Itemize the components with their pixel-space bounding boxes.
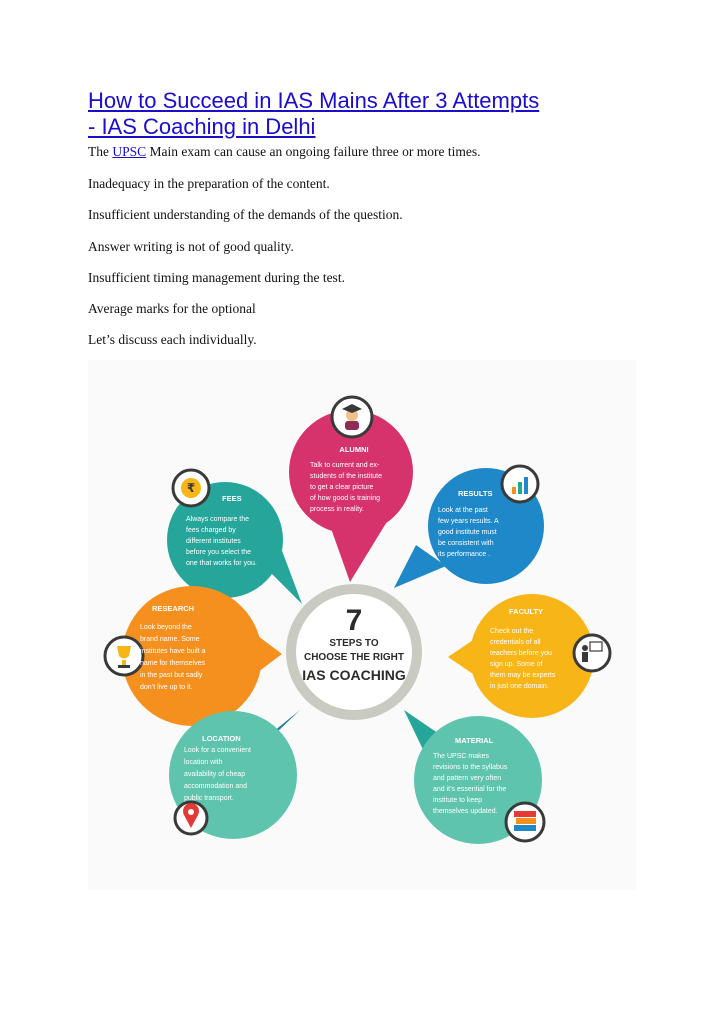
results-line: Look at the past <box>438 507 488 514</box>
location-line: location with <box>184 759 223 766</box>
research-title: RESEARCH <box>152 604 195 613</box>
material-line: and pattern very often <box>433 775 502 782</box>
alumni-title: ALUMNI <box>339 445 369 454</box>
intro-prefix: The <box>88 144 113 159</box>
research-line: in the past but sadly <box>140 672 203 679</box>
fees-title: FEES <box>222 494 242 503</box>
alumni-line: of how good is training <box>310 495 381 502</box>
location-line: accommodation and <box>184 783 248 790</box>
location-bubble <box>169 710 300 839</box>
material-line: revisions to the syllabus <box>433 764 508 771</box>
faculty-line: them may be experts <box>490 672 556 679</box>
books-icon <box>514 811 536 831</box>
material-line: and it’s essential for the <box>433 786 507 793</box>
faculty-line: Check out the <box>490 628 534 635</box>
material-line: The UPSC makes <box>433 753 490 760</box>
faculty-line: sign up. Some of <box>490 661 543 668</box>
coaching-infographic <box>88 360 636 890</box>
material-bubble <box>404 710 544 844</box>
results-line: be consistent with <box>438 540 494 547</box>
faculty-line: credentials of all <box>490 639 541 646</box>
material-line: themselves updated. <box>433 808 498 815</box>
research-bubble <box>105 586 282 726</box>
rupee-icon <box>181 478 201 498</box>
point-paragraph: Average marks for the optional <box>88 301 256 316</box>
results-line: few years results. A <box>438 518 499 525</box>
center-badge <box>286 584 422 720</box>
center-number: 7 <box>345 604 363 637</box>
infographic-svg <box>88 360 636 890</box>
faculty-icon-ring <box>574 635 610 671</box>
fees-line: one that works for you. <box>186 560 257 567</box>
page-title[interactable] <box>88 88 648 140</box>
results-line: its performance . <box>438 551 491 558</box>
results-title: RESULTS <box>458 489 493 498</box>
research-line: name for themselves <box>140 660 205 667</box>
material-title: MATERIAL <box>455 736 494 745</box>
alumni-line: process in reality. <box>310 506 364 513</box>
results-line: good institute must <box>438 529 497 536</box>
material-line: institute to keep <box>433 797 483 804</box>
research-line: don’t live up to it. <box>140 684 193 691</box>
title-line-1[interactable]: How to Succeed in IAS Mains After 3 Attempts <box>88 88 540 113</box>
point-paragraph: Insufficient timing management during the test. <box>88 270 345 285</box>
location-line: Look for a convenient <box>184 747 251 754</box>
fees-line: before you select the <box>186 549 251 556</box>
location-line: availability of cheap <box>184 771 246 778</box>
faculty-line: in just one domain. <box>490 683 549 690</box>
faculty-title: FACULTY <box>509 607 544 616</box>
title-line-2[interactable]: - IAS Coaching in Delhi <box>88 114 316 139</box>
results-bubble <box>394 466 544 588</box>
research-line: brand name. Some <box>140 636 200 643</box>
point-paragraph: Inadequacy in the preparation of the content. <box>88 176 330 191</box>
location-title: LOCATION <box>202 734 241 743</box>
center-line-2: CHOOSE THE RIGHT <box>303 652 405 663</box>
intro-paragraph <box>88 144 481 160</box>
intro-suffix: Main exam can cause an ongoing failure three or more times. <box>146 144 481 159</box>
svg-text:₹: ₹ <box>186 481 196 495</box>
point-paragraph: Answer writing is not of good quality. <box>88 239 294 254</box>
alumni-line: students of the institute <box>310 473 382 480</box>
alumni-line: Talk to current and ex- <box>310 462 380 469</box>
faculty-bubble <box>448 594 610 718</box>
faculty-line: teachers before you <box>490 650 552 657</box>
alumni-bubble <box>289 397 413 582</box>
fees-bubble <box>167 470 302 604</box>
upsc-link[interactable]: UPSC <box>112 144 147 159</box>
center-line-3: IAS COACHING <box>302 667 406 683</box>
research-line: Look beyond the <box>140 624 192 631</box>
fees-line: different institutes <box>186 538 241 545</box>
fees-line: Always compare the <box>186 516 250 523</box>
fees-line: fees charged by <box>186 527 236 534</box>
location-line: public transport. <box>184 795 234 802</box>
alumni-line: to get a clear picture <box>310 484 374 491</box>
research-line: institutes have built a <box>140 648 206 655</box>
center-line-1: STEPS TO <box>329 638 379 649</box>
point-paragraph: Insufficient understanding of the demands of the question. <box>88 207 403 222</box>
point-paragraph: Let’s discuss each individually. <box>88 332 257 347</box>
